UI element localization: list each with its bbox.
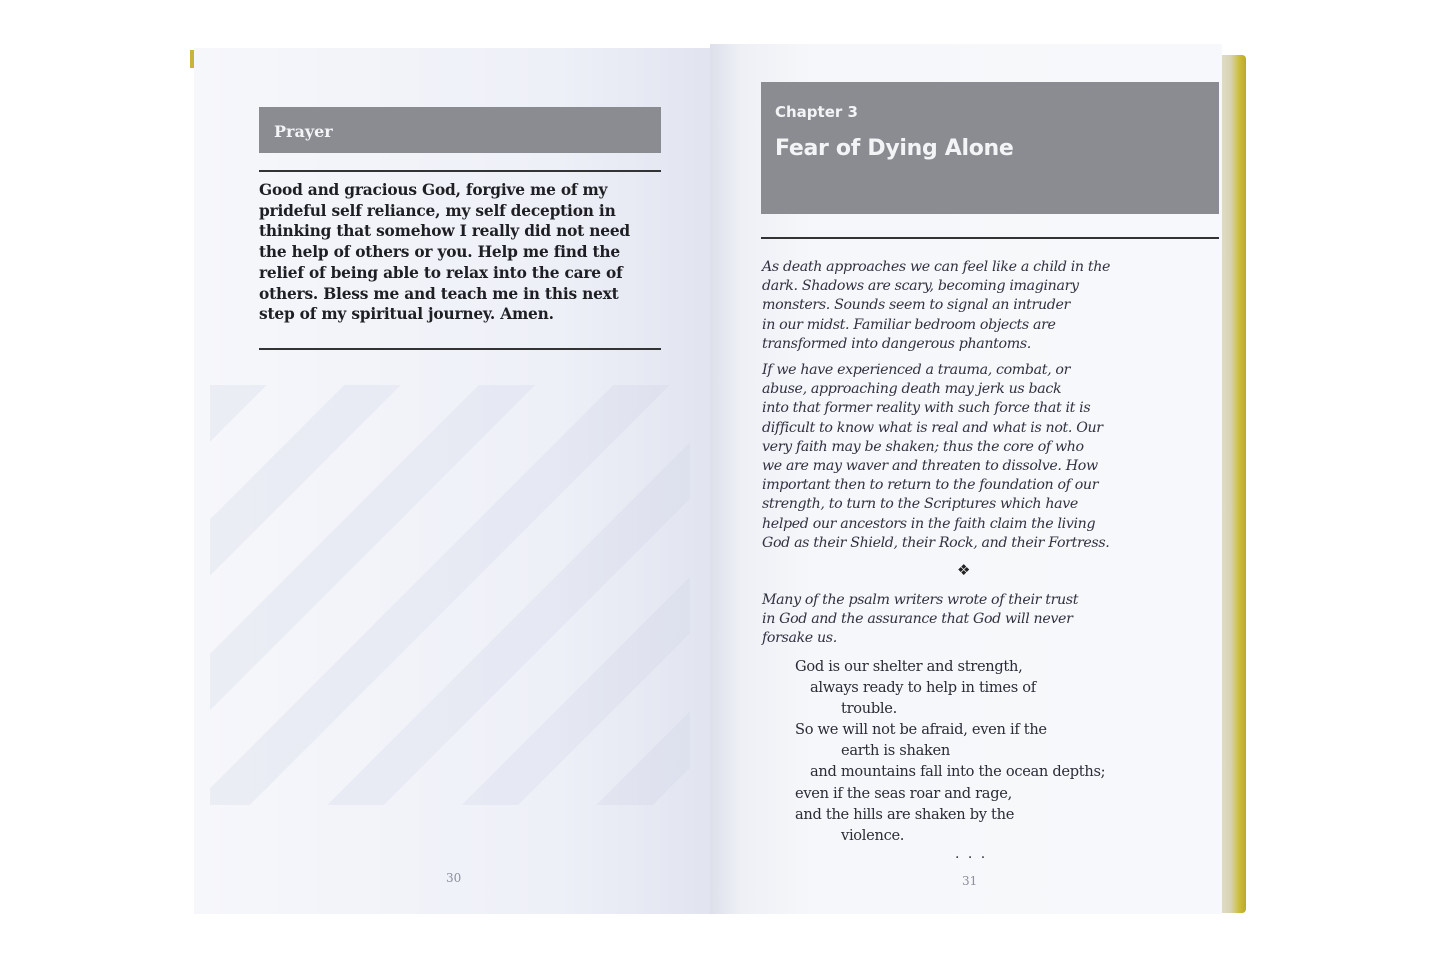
- chapter-label: Chapter 3: [775, 103, 858, 121]
- ornament-icon: ❖: [957, 561, 971, 579]
- chapter-heading-bar: [761, 82, 1219, 214]
- psalm-quote: [795, 656, 1195, 846]
- text-line: important then to return to the foundation of our: [762, 477, 1099, 494]
- text-line: If we have experienced a trauma, combat, or: [762, 362, 1071, 378]
- chapter-title: Fear of Dying Alone: [775, 136, 1014, 161]
- prayer-text: [259, 180, 661, 325]
- show-through-shadow: [210, 385, 690, 805]
- text-line: difficult to know what is real and what is not. Our: [762, 419, 1103, 436]
- prayer-heading: Prayer: [274, 122, 333, 141]
- psalm-line: So we will not be afraid, even if the: [795, 721, 1047, 739]
- prayer-line: thinking that somehow I really did not need: [259, 222, 630, 241]
- prayer-line: step of my spiritual journey. Amen.: [259, 305, 554, 324]
- text-line: dark. Shadows are scary, becoming imaginary: [762, 278, 1079, 295]
- paragraph-2: [762, 361, 1168, 553]
- psalm-line: violence.: [841, 826, 905, 844]
- text-line: in our midst. Familiar bedroom objects are: [762, 316, 1056, 333]
- psalm-line: trouble.: [841, 700, 897, 718]
- paragraph-3: [762, 591, 1168, 649]
- text-line: forsake us.: [762, 630, 837, 647]
- bottom-rule: [259, 348, 661, 350]
- prayer-line: relief of being able to relax into the care of: [259, 263, 623, 282]
- text-line: in God and the assurance that God will never: [762, 611, 1073, 628]
- text-line: helped our ancestors in the faith claim the living: [762, 515, 1096, 532]
- prayer-line: prideful self reliance, my self deception in: [259, 201, 616, 220]
- psalm-line: even if the seas roar and rage,: [795, 784, 1012, 802]
- paragraph-1: [762, 258, 1168, 354]
- text-line: Many of the psalm writers wrote of their trust: [762, 592, 1079, 608]
- top-rule: [259, 170, 661, 172]
- psalm-line: always ready to help in times of: [810, 679, 1036, 697]
- text-line: strength, to turn to the Scriptures which have: [762, 496, 1078, 513]
- text-line: monsters. Sounds seem to signal an intruder: [762, 297, 1070, 314]
- prayer-heading-bar: [259, 107, 661, 153]
- prayer-line: the help of others or you. Help me find the: [259, 243, 620, 262]
- prayer-line: others. Bless me and teach me in this next: [259, 284, 619, 303]
- text-line: transformed into dangerous phantoms.: [762, 335, 1031, 352]
- text-line: very faith may be shaken; thus the core of who: [762, 438, 1084, 455]
- text-line: we are may waver and threaten to dissolve. How: [762, 458, 1098, 475]
- text-line: As death approaches we can feel like a child in the: [762, 259, 1111, 275]
- text-line: into that former reality with such force that it is: [762, 400, 1091, 417]
- ellipsis: . . .: [955, 846, 988, 862]
- psalm-line: God is our shelter and strength,: [795, 658, 1023, 675]
- text-line: God as their Shield, their Rock, and their Fortress.: [762, 534, 1110, 551]
- psalm-line: and the hills are shaken by the: [795, 805, 1015, 823]
- text-line: abuse, approaching death may jerk us back: [762, 381, 1062, 398]
- page-number-right: 31: [962, 874, 978, 888]
- psalm-line: and mountains fall into the ocean depths;: [810, 763, 1106, 781]
- page-number-left: 30: [446, 871, 462, 885]
- chapter-rule: [761, 237, 1219, 239]
- prayer-line: Good and gracious God, forgive me of my: [259, 181, 608, 199]
- psalm-line: earth is shaken: [841, 742, 950, 760]
